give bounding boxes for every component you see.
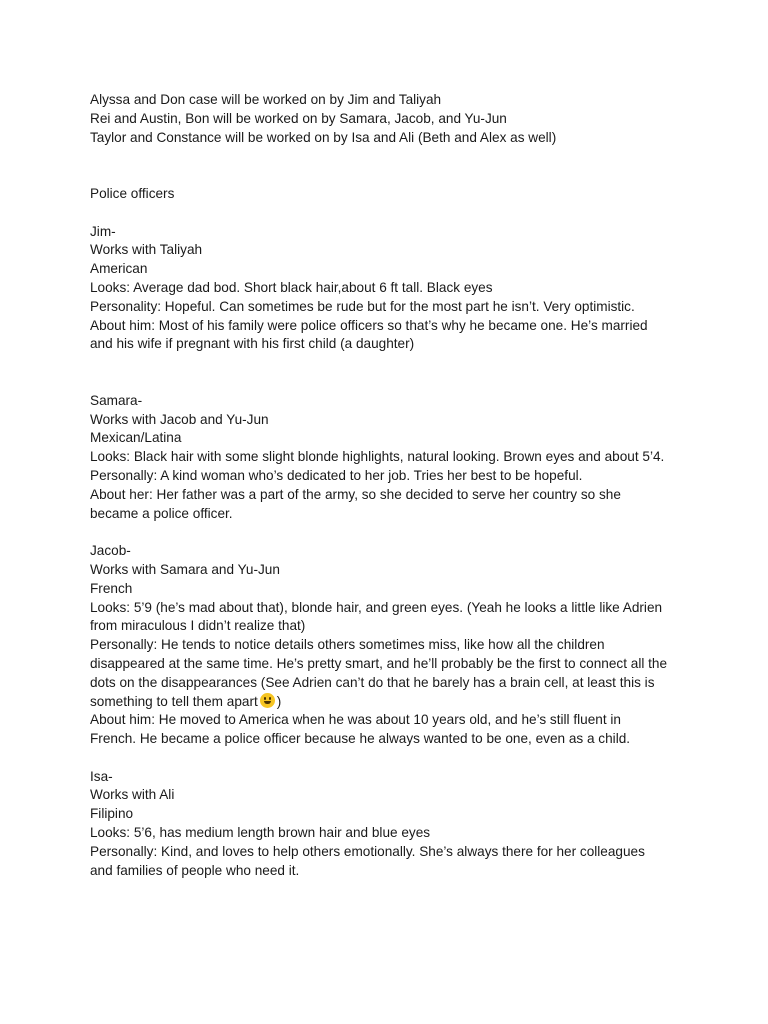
officer-about: About her: Her father was a part of the army, so she decided to serve her country so she — [90, 486, 621, 502]
officer-origin: French — [90, 580, 133, 596]
officer-name: Jim- — [90, 223, 116, 239]
officer-profile-jacob — [90, 542, 690, 749]
case-assignment-line: Alyssa and Don case will be worked on by Jim and Taliyah — [90, 92, 442, 107]
personality-text-end: ) — [276, 693, 282, 709]
officer-profile-jim — [90, 223, 690, 355]
officer-personality: disappeared at the same time. He’s pretty smart, and he’ll probably be the first to connect all the — [90, 655, 668, 671]
case-assignments — [90, 91, 690, 147]
officer-personality: Personally: He tends to notice details others sometimes miss, like how all the children — [90, 637, 605, 653]
officer-works-with: Works with Taliyah — [90, 242, 203, 258]
officer-looks: Looks: 5’9 (he’s mad about that), blonde hair, and green eyes. (Yeah he looks a little like Adrien — [90, 599, 663, 615]
officer-personality: Personality: Hopeful. Can sometimes be rude but for the most part he isn’t. Very optimistic. — [90, 298, 635, 314]
officer-name: Samara- — [90, 392, 143, 408]
officer-works-with: Works with Jacob and Yu-Jun — [90, 411, 269, 427]
officer-looks: Looks: Black hair with some slight blonde highlights, natural looking. Brown eyes and about 5’4. — [90, 449, 665, 465]
officer-profile-samara — [90, 392, 690, 524]
officer-works-with: Works with Ali — [90, 787, 175, 803]
officer-about: and his wife if pregnant with his first child (a daughter) — [90, 336, 415, 352]
officer-about: About him: He moved to America when he was about 10 years old, and he’s still fluent in — [90, 712, 621, 728]
document-page — [90, 91, 690, 880]
officer-about: About him: Most of his family were police officers so that’s why he became one. He’s married — [90, 317, 648, 333]
section-title: Police officers — [90, 185, 175, 201]
personality-text: something to tell them apart — [90, 693, 258, 709]
officer-looks: from miraculous I didn’t realize that) — [90, 618, 306, 634]
officer-profile-isa — [90, 768, 690, 881]
officer-origin: American — [90, 261, 148, 277]
officer-origin: Filipino — [90, 806, 134, 822]
smiling-face-icon — [260, 693, 275, 708]
case-assignment-line: Taylor and Constance will be worked on by Isa and Ali (Beth and Alex as well) — [90, 129, 557, 145]
case-assignment-line: Rei and Austin, Bon will be worked on by Samara, Jacob, and Yu-Jun — [90, 110, 507, 126]
officer-origin: Mexican/Latina — [90, 430, 182, 446]
officer-personality: and families of people who need it. — [90, 862, 300, 878]
officer-personality: Personally: Kind, and loves to help others emotionally. She’s always there for her colleagues — [90, 843, 645, 859]
officer-personality: dots on the disappearances (See Adrien can’t do that he barely has a brain cell, at least this is — [90, 674, 655, 690]
officer-name: Isa- — [90, 768, 113, 784]
officer-name: Jacob- — [90, 543, 131, 559]
officer-looks: Looks: Average dad bod. Short black hair,about 6 ft tall. Black eyes — [90, 279, 493, 295]
officer-looks: Looks: 5’6, has medium length brown hair and blue eyes — [90, 825, 431, 841]
officer-works-with: Works with Samara and Yu-Jun — [90, 561, 280, 577]
officer-personality — [90, 693, 690, 712]
officer-about: became a police officer. — [90, 505, 233, 521]
officer-personality: Personally: A kind woman who’s dedicated to her job. Tries her best to be hopeful. — [90, 467, 583, 483]
officer-about: French. He became a police officer because he always wanted to be one, even as a child. — [90, 731, 631, 747]
